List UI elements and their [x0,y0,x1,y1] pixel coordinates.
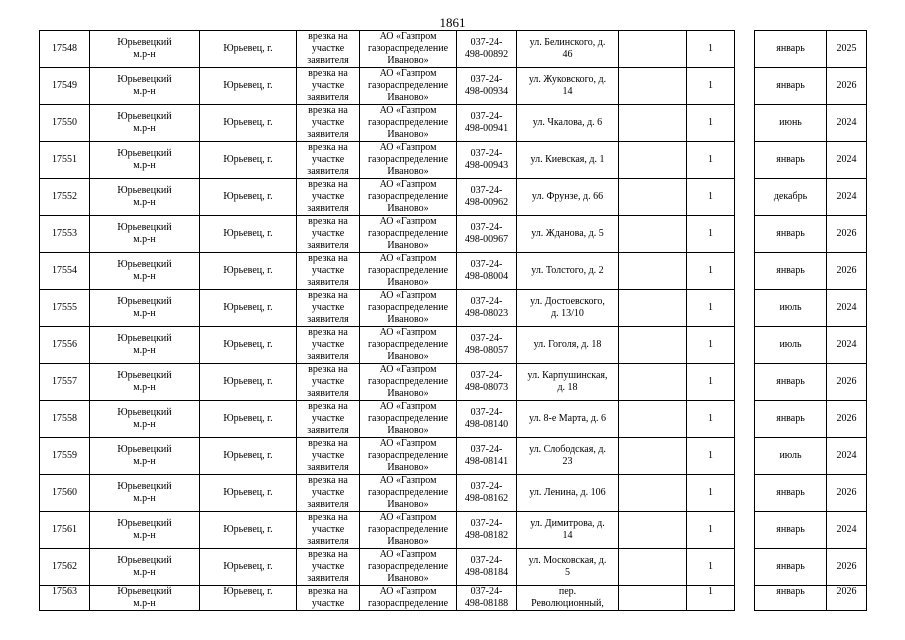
code-cell: 037-24- 498-08162 [457,475,517,512]
code-cell: 037-24- 498-00941 [457,105,517,142]
year-cell: 2024 [827,290,867,327]
row-number-cell: 17550 [40,105,90,142]
connection-type-cell: врезка на участке заявителя [297,253,360,290]
row-number-cell: 17562 [40,549,90,586]
gap-cell [735,290,755,327]
year-cell: 2026 [827,216,867,253]
table-row [40,290,867,327]
address-cell: ул. Белинского, д. 46 [517,31,619,68]
district-cell: Юрьевецкий м.р-н [90,327,200,364]
connection-type-cell: врезка на участке заявителя [297,438,360,475]
table-row [40,438,867,475]
quantity-cell: 1 [687,327,735,364]
city-cell: Юрьевец, г. [200,290,297,327]
address-cell: ул. Толстого, д. 2 [517,253,619,290]
connection-type-cell: врезка на участке заявителя [297,401,360,438]
empty-cell [619,475,687,512]
month-cell: июнь [755,105,827,142]
quantity-cell: 1 [687,438,735,475]
page-number: 1861 [439,15,466,30]
year-cell: 2026 [827,586,867,611]
gap-cell [735,31,755,68]
district-cell: Юрьевецкий м.р-н [90,401,200,438]
address-cell: ул. Ленина, д. 106 [517,475,619,512]
gap-cell [735,401,755,438]
registry-body [40,31,867,611]
year-cell: 2024 [827,512,867,549]
address-cell: ул. Жуковского, д. 14 [517,68,619,105]
row-number-cell: 17555 [40,290,90,327]
quantity-cell: 1 [687,549,735,586]
month-cell: январь [755,586,827,611]
district-cell: Юрьевецкий м.р-н [90,142,200,179]
city-cell: Юрьевец, г. [200,68,297,105]
organization-cell: АО «Газпром газораспределение Иваново» [360,327,457,364]
table-row [40,401,867,438]
connection-type-cell: врезка на участке [297,586,360,611]
connection-type-cell: врезка на участке заявителя [297,327,360,364]
gap-cell [735,475,755,512]
month-cell: январь [755,364,827,401]
table-row [40,179,867,216]
empty-cell [619,290,687,327]
code-cell: 037-24- 498-08182 [457,512,517,549]
city-cell: Юрьевец, г. [200,364,297,401]
quantity-cell: 1 [687,475,735,512]
row-number-cell: 17556 [40,327,90,364]
table-row [40,327,867,364]
empty-cell [619,253,687,290]
address-cell: ул. Гоголя, д. 18 [517,327,619,364]
table-row [40,364,867,401]
district-cell: Юрьевецкий м.р-н [90,68,200,105]
quantity-cell: 1 [687,31,735,68]
year-cell: 2026 [827,68,867,105]
month-cell: июль [755,438,827,475]
month-cell: январь [755,549,827,586]
city-cell: Юрьевец, г. [200,549,297,586]
month-cell: январь [755,31,827,68]
code-cell: 037-24- 498-08004 [457,253,517,290]
code-cell: 037-24- 498-00934 [457,68,517,105]
organization-cell: АО «Газпром газораспределение Иваново» [360,216,457,253]
table-row [40,68,867,105]
address-cell: ул. Карпушинская, д. 18 [517,364,619,401]
district-cell: Юрьевецкий м.р-н [90,475,200,512]
organization-cell: АО «Газпром газораспределение Иваново» [360,68,457,105]
code-cell: 037-24- 498-08073 [457,364,517,401]
row-number-cell: 17558 [40,401,90,438]
empty-cell [619,364,687,401]
gap-cell [735,105,755,142]
organization-cell: АО «Газпром газораспределение Иваново» [360,31,457,68]
address-cell: ул. Достоевского, д. 13/10 [517,290,619,327]
quantity-cell: 1 [687,105,735,142]
organization-cell: АО «Газпром газораспределение Иваново» [360,290,457,327]
row-number-cell: 17551 [40,142,90,179]
organization-cell: АО «Газпром газораспределение Иваново» [360,475,457,512]
district-cell: Юрьевецкий м.р-н [90,512,200,549]
code-cell: 037-24- 498-00967 [457,216,517,253]
month-cell: январь [755,401,827,438]
city-cell: Юрьевец, г. [200,31,297,68]
gap-cell [735,179,755,216]
row-number-cell: 17559 [40,438,90,475]
organization-cell: АО «Газпром газораспределение [360,586,457,611]
code-cell: 037-24- 498-08023 [457,290,517,327]
month-cell: январь [755,68,827,105]
empty-cell [619,327,687,364]
month-cell: январь [755,475,827,512]
city-cell: Юрьевец, г. [200,586,297,611]
connection-type-cell: врезка на участке заявителя [297,31,360,68]
city-cell: Юрьевец, г. [200,105,297,142]
month-cell: январь [755,512,827,549]
connection-type-cell: врезка на участке заявителя [297,105,360,142]
empty-cell [619,68,687,105]
connection-type-cell: врезка на участке заявителя [297,290,360,327]
code-cell: 037-24- 498-08140 [457,401,517,438]
district-cell: Юрьевецкий м.р-н [90,549,200,586]
quantity-cell: 1 [687,401,735,438]
month-cell: январь [755,216,827,253]
code-cell: 037-24- 498-08057 [457,327,517,364]
empty-cell [619,216,687,253]
district-cell: Юрьевецкий м.р-н [90,216,200,253]
empty-cell [619,512,687,549]
code-cell: 037-24- 498-00943 [457,142,517,179]
organization-cell: АО «Газпром газораспределение Иваново» [360,179,457,216]
organization-cell: АО «Газпром газораспределение Иваново» [360,512,457,549]
empty-cell [619,105,687,142]
quantity-cell: 1 [687,253,735,290]
address-cell: ул. Жданова, д. 5 [517,216,619,253]
quantity-cell: 1 [687,364,735,401]
organization-cell: АО «Газпром газораспределение Иваново» [360,364,457,401]
empty-cell [619,179,687,216]
row-number-cell: 17557 [40,364,90,401]
connection-type-cell: врезка на участке заявителя [297,68,360,105]
table-row [40,105,867,142]
city-cell: Юрьевец, г. [200,327,297,364]
quantity-cell: 1 [687,179,735,216]
empty-cell [619,549,687,586]
table-row [40,216,867,253]
organization-cell: АО «Газпром газораспределение Иваново» [360,142,457,179]
table-row [40,586,867,611]
quantity-cell: 1 [687,68,735,105]
district-cell: Юрьевецкий м.р-н [90,31,200,68]
organization-cell: АО «Газпром газораспределение Иваново» [360,253,457,290]
address-cell: ул. Чкалова, д. 6 [517,105,619,142]
year-cell: 2024 [827,105,867,142]
quantity-cell: 1 [687,586,735,611]
row-number-cell: 17560 [40,475,90,512]
year-cell: 2026 [827,475,867,512]
empty-cell [619,586,687,611]
table-row [40,142,867,179]
table-row [40,475,867,512]
organization-cell: АО «Газпром газораспределение Иваново» [360,438,457,475]
district-cell: Юрьевецкий м.р-н [90,586,200,611]
row-number-cell: 17561 [40,512,90,549]
table-row [40,253,867,290]
empty-cell [619,142,687,179]
table-row [40,31,867,68]
connection-type-cell: врезка на участке заявителя [297,142,360,179]
gap-cell [735,216,755,253]
city-cell: Юрьевец, г. [200,142,297,179]
year-cell: 2026 [827,364,867,401]
address-cell: ул. Слободская, д. 23 [517,438,619,475]
quantity-cell: 1 [687,142,735,179]
address-cell: пер. Революционный, [517,586,619,611]
organization-cell: АО «Газпром газораспределение Иваново» [360,105,457,142]
city-cell: Юрьевец, г. [200,179,297,216]
month-cell: январь [755,142,827,179]
gap-cell [735,327,755,364]
row-number-cell: 17552 [40,179,90,216]
row-number-cell: 17554 [40,253,90,290]
organization-cell: АО «Газпром газораспределение Иваново» [360,401,457,438]
address-cell: ул. Московская, д. 5 [517,549,619,586]
gap-cell [735,142,755,179]
district-cell: Юрьевецкий м.р-н [90,438,200,475]
connection-type-cell: врезка на участке заявителя [297,364,360,401]
address-cell: ул. Фрунзе, д. 66 [517,179,619,216]
year-cell: 2024 [827,438,867,475]
gap-cell [735,512,755,549]
empty-cell [619,438,687,475]
district-cell: Юрьевецкий м.р-н [90,179,200,216]
row-number-cell: 17553 [40,216,90,253]
city-cell: Юрьевец, г. [200,475,297,512]
gap-cell [735,364,755,401]
code-cell: 037-24- 498-08188 [457,586,517,611]
month-cell: июль [755,290,827,327]
year-cell: 2026 [827,253,867,290]
year-cell: 2024 [827,327,867,364]
organization-cell: АО «Газпром газораспределение Иваново» [360,549,457,586]
gap-cell [735,438,755,475]
month-cell: июль [755,327,827,364]
year-cell: 2026 [827,549,867,586]
connection-type-cell: врезка на участке заявителя [297,549,360,586]
quantity-cell: 1 [687,216,735,253]
quantity-cell: 1 [687,512,735,549]
table-row [40,512,867,549]
connection-type-cell: врезка на участке заявителя [297,512,360,549]
row-number-cell: 17563 [40,586,90,611]
city-cell: Юрьевец, г. [200,438,297,475]
month-cell: январь [755,253,827,290]
year-cell: 2024 [827,142,867,179]
address-cell: ул. Димитрова, д. 14 [517,512,619,549]
address-cell: ул. 8-е Марта, д. 6 [517,401,619,438]
city-cell: Юрьевец, г. [200,401,297,438]
city-cell: Юрьевец, г. [200,253,297,290]
gap-cell [735,586,755,611]
code-cell: 037-24- 498-08141 [457,438,517,475]
connection-type-cell: врезка на участке заявителя [297,179,360,216]
city-cell: Юрьевец, г. [200,512,297,549]
table-row [40,549,867,586]
connection-type-cell: врезка на участке заявителя [297,216,360,253]
city-cell: Юрьевец, г. [200,216,297,253]
quantity-cell: 1 [687,290,735,327]
gap-cell [735,253,755,290]
address-cell: ул. Киевская, д. 1 [517,142,619,179]
district-cell: Юрьевецкий м.р-н [90,290,200,327]
year-cell: 2024 [827,179,867,216]
year-cell: 2026 [827,401,867,438]
registry-table [39,30,867,611]
district-cell: Юрьевецкий м.р-н [90,105,200,142]
row-number-cell: 17548 [40,31,90,68]
empty-cell [619,31,687,68]
gap-cell [735,68,755,105]
empty-cell [619,401,687,438]
connection-type-cell: врезка на участке заявителя [297,475,360,512]
row-number-cell: 17549 [40,68,90,105]
code-cell: 037-24- 498-00962 [457,179,517,216]
year-cell: 2025 [827,31,867,68]
district-cell: Юрьевецкий м.р-н [90,253,200,290]
gap-cell [735,549,755,586]
code-cell: 037-24- 498-00892 [457,31,517,68]
month-cell: декабрь [755,179,827,216]
district-cell: Юрьевецкий м.р-н [90,364,200,401]
code-cell: 037-24- 498-08184 [457,549,517,586]
